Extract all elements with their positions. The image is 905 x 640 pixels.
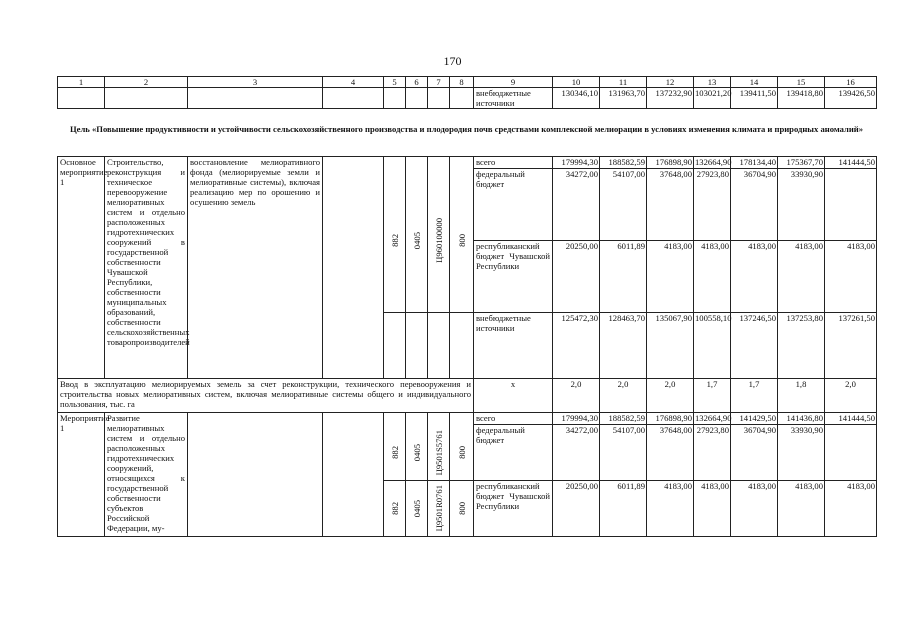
value-cell: 4183,00	[731, 241, 778, 313]
value-cell: 27923,80	[694, 425, 731, 481]
value-cell: 4183,00	[694, 481, 731, 537]
value-cell: 128463,70	[600, 313, 647, 379]
header-cell: 12	[647, 77, 694, 88]
value-cell: 188582,59	[600, 157, 647, 169]
value-cell: 36704,90	[731, 169, 778, 241]
value-cell: 132664,90	[695, 413, 732, 423]
header-cell: 9	[474, 77, 553, 88]
value-cell: 34272,00	[553, 169, 600, 241]
empty-cell	[188, 413, 323, 537]
empty-cell	[323, 413, 384, 537]
value-cell: 37648,00	[647, 169, 694, 241]
value-cell: 27923,80	[694, 169, 731, 241]
value-cell: 33930,90	[778, 425, 825, 481]
value-cell: 179994,30	[553, 413, 600, 425]
rz-code: 0405	[411, 443, 422, 461]
value-cell: 1,7	[694, 379, 731, 413]
status-cell: Мероприятие 1	[58, 413, 105, 537]
value-cell: 100558,10	[694, 313, 731, 379]
value-cell: 34272,00	[553, 425, 600, 481]
source-cell: республиканский бюджет Чувашской Республики	[474, 241, 553, 313]
indicator-row	[58, 379, 877, 413]
value-cell: 137246,50	[731, 313, 778, 379]
header-cell: 1	[58, 77, 105, 88]
value-cell: 135067,90	[647, 313, 694, 379]
header-cell: 7	[428, 77, 450, 88]
source-cell: республиканский бюджет Чувашской Республики	[474, 481, 553, 537]
value-cell: 179994,30	[553, 157, 600, 169]
value-cell: 54107,00	[600, 169, 647, 241]
value-cell: 139411,50	[731, 88, 778, 109]
value-cell: 176898,90	[647, 413, 694, 425]
value-cell: 137261,50	[825, 313, 877, 379]
header-cell: 3	[188, 77, 323, 88]
header-cell: 5	[384, 77, 406, 88]
value-cell	[825, 169, 877, 241]
value-cell: 141429,50	[731, 413, 778, 425]
header-cell: 15	[778, 77, 825, 88]
value-cell: 132664,90	[695, 157, 732, 167]
value-cell	[825, 425, 877, 481]
value-cell: 178134,40	[731, 157, 778, 169]
value-cell: 4183,00	[647, 241, 694, 313]
value-cell: 137253,80	[778, 313, 825, 379]
name-cell: Строительство, реконструкция и техническое перевооружение мелиоративных систем и отдельно расположенных гидротехнических сооружений в государственной собственности Чувашской Республики, собственности муниципальных образований, собственности сельскохозяйственных товаропроизводителей	[105, 157, 188, 379]
value-cell: 141444,50	[825, 413, 877, 425]
header-cell: 2	[105, 77, 188, 88]
source-cell: федеральный бюджет	[474, 425, 553, 481]
table-top	[57, 76, 877, 109]
value-cell: 20250,00	[553, 241, 600, 313]
value-cell: 130346,10	[553, 88, 600, 109]
value-cell: 4183,00	[825, 241, 877, 313]
grbs-code: 882	[389, 233, 400, 247]
rz-code: 0405	[411, 499, 422, 518]
value-cell: 139418,80	[778, 88, 825, 109]
source-cell: всего	[474, 413, 553, 425]
header-row	[58, 77, 877, 88]
rz-code: 0405	[411, 231, 422, 249]
source-cell: всего	[474, 157, 553, 169]
value-cell: 137232,90	[647, 88, 694, 109]
value-cell: 54107,00	[600, 425, 647, 481]
header-cell: 11	[600, 77, 647, 88]
value-cell: 6011,89	[600, 481, 647, 537]
value-cell: 2,0	[825, 379, 877, 413]
value-cell: 2,0	[553, 379, 600, 413]
header-cell: 8	[450, 77, 474, 88]
header-cell: 10	[553, 77, 600, 88]
indicator-unit: x	[474, 379, 553, 413]
value-cell: 33930,90	[778, 169, 825, 241]
status-cell: Основное мероприятие 1	[58, 157, 105, 379]
cs-code: Ц9501R0761	[433, 485, 444, 532]
vr-code: 800	[456, 233, 467, 247]
value-cell: 103021,20	[694, 88, 731, 109]
value-cell: 2,0	[647, 379, 694, 413]
value-cell: 4183,00	[825, 481, 877, 537]
value-cell: 2,0	[600, 379, 647, 413]
value-cell: 4183,00	[647, 481, 694, 537]
table-row	[58, 157, 877, 169]
value-cell: 1,8	[778, 379, 825, 413]
value-cell: 4183,00	[778, 481, 825, 537]
header-cell: 6	[406, 77, 428, 88]
name-cell: Развитие мелиоративных систем и отдельно расположенных гидротехнических сооружений, относящихся к государственной собственности субъектов Российской Федерации, му-	[105, 413, 188, 537]
header-cell: 4	[323, 77, 384, 88]
header-cell: 16	[825, 77, 877, 88]
value-cell: 188582,59	[600, 413, 647, 425]
table-row	[58, 413, 877, 425]
empty-cell	[323, 157, 384, 379]
source-cell: внебюджетные источники	[474, 88, 553, 109]
value-cell: 141436,80	[778, 413, 825, 425]
task-cell: восстановление мелиоративного фонда (мелиорируемые земли и мелиоративные системы), включая реализацию мер по орошению и осушению земель	[188, 157, 323, 379]
indicator-text: Ввод в эксплуатацию мелиорируемых земель за счет реконструкции, технического перевооружения и строительства новых мелиоративных систем, включая мелиоративные системы общего и индивидуального пользования, тыс. га	[58, 379, 474, 413]
value-cell: 131963,70	[600, 88, 647, 109]
value-cell: 139426,50	[825, 88, 877, 109]
vr-code: 800	[456, 502, 467, 515]
page-number: 170	[443, 54, 462, 68]
value-cell: 20250,00	[553, 481, 600, 537]
value-cell: 175367,70	[778, 157, 825, 169]
value-cell: 4183,00	[731, 481, 778, 537]
header-cell: 13	[694, 77, 731, 88]
value-cell: 36704,90	[731, 425, 778, 481]
value-cell: 125472,30	[553, 313, 600, 379]
table-main	[57, 156, 877, 537]
value-cell: 6011,89	[600, 241, 647, 313]
value-cell: 176898,90	[647, 157, 694, 169]
goal-heading: Цель «Повышение продуктивности и устойчивости сельскохозяйственного производства и плодородия почв средствами комплексной мелиорации в условиях изменения климата и природных аномалий»	[69, 124, 864, 134]
value-cell: 4183,00	[778, 241, 825, 313]
value-cell: 1,7	[731, 379, 778, 413]
source-cell: внебюджетные источники	[474, 313, 553, 379]
cs-code: Ц960100000	[433, 217, 444, 263]
grbs-code: 882	[389, 445, 400, 459]
header-cell: 14	[731, 77, 778, 88]
table-row	[58, 88, 877, 109]
cs-code: Ц9501S5761	[433, 429, 444, 475]
vr-code: 800	[456, 445, 467, 459]
value-cell: 4183,00	[694, 241, 731, 313]
value-cell: 37648,00	[647, 425, 694, 481]
source-cell: федеральный бюджет	[474, 169, 553, 241]
value-cell: 141444,50	[825, 157, 877, 169]
grbs-code: 882	[389, 502, 400, 515]
